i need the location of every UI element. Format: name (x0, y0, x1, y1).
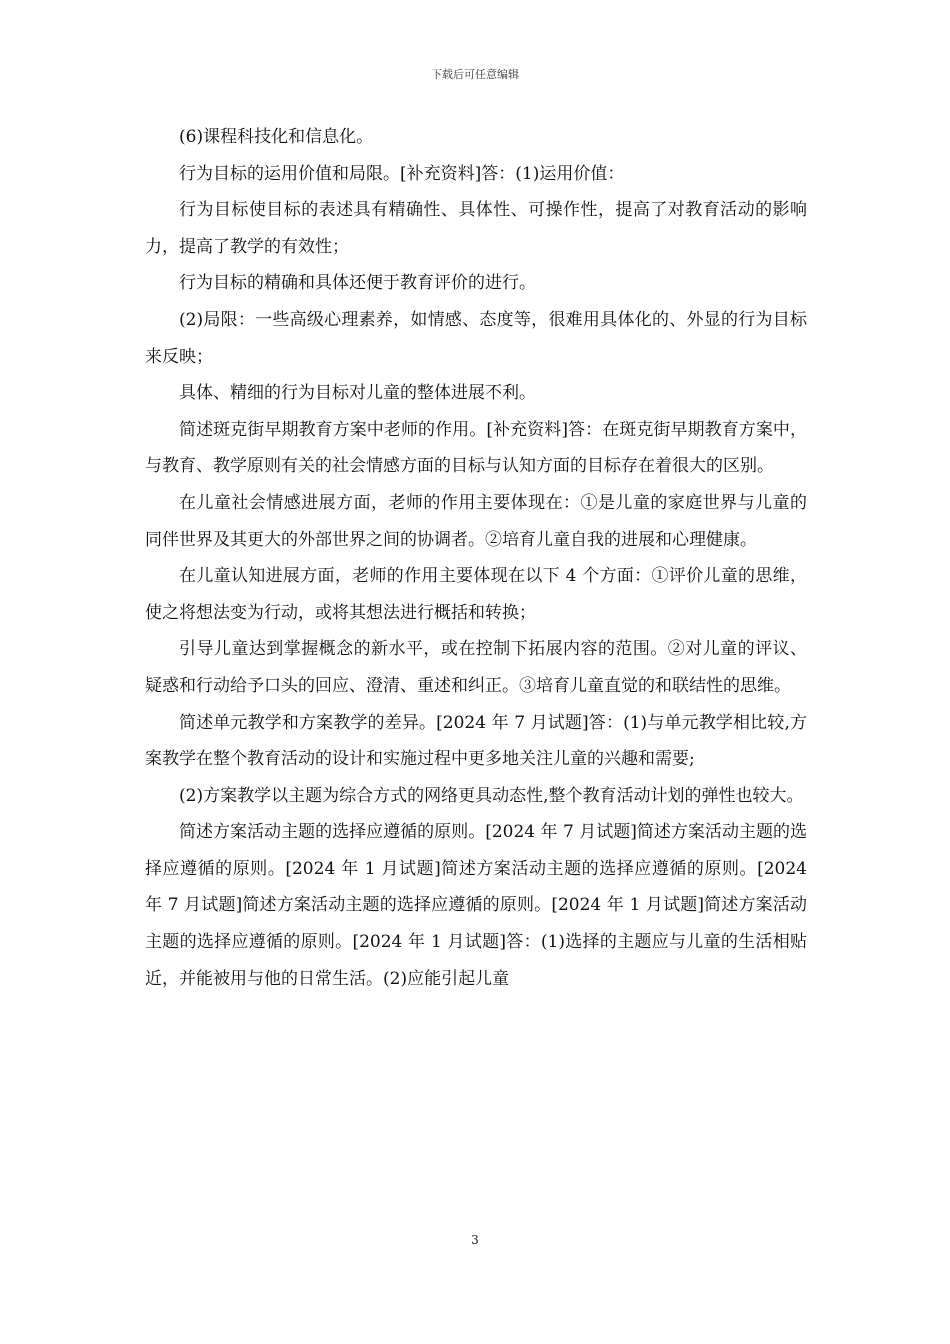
paragraph: 简述斑克街早期教育方案中老师的作用。[补充资料]答：在斑克街早期教育方案中，与教育、教学原则有关的社会情感方面的目标与认知方面的目标存在着很大的区别。 (145, 419, 807, 477)
paragraph: (2)方案教学以主题为综合方式的网络更具动态性,整个教育活动计划的弹性也较大。 (179, 785, 804, 806)
paragraph: 行为目标使目标的表述具有精确性、具体性、可操作性，提高了对教育活动的影响力，提高了教学的有效性； (145, 200, 807, 257)
paragraph: (2)局限：一些高级心理素养，如情感、态度等，很难用具体化的、外显的行为目标来反映； (145, 309, 807, 367)
page-number: 3 (471, 1233, 479, 1247)
paragraph: 在儿童认知进展方面，老师的作用主要体现在以下 4 个方面：①评价儿童的思维，使之将想法变为行动，或将其想法进行概括和转换； (145, 566, 807, 623)
paragraph: 行为目标的运用价值和局限。[补充资料]答：(1)运用价值： (179, 163, 625, 184)
paragraph: 在儿童社会情感进展方面，老师的作用主要体现在：①是儿童的家庭世界与儿童的同伴世界及其更大的外部世界之间的协调者。②培育儿童自我的进展和心理健康。 (145, 492, 807, 550)
paragraph: 具体、精细的行为目标对儿童的整体进展不利。 (179, 383, 536, 404)
paragraph: 引导儿童达到掌握概念的新水平，或在控制下拓展内容的范围。②对儿童的评议、疑惑和行动给予口头的回应、澄清、重述和纠正。③培育儿童直觉的和联结性的思维。 (145, 639, 807, 696)
document-body (145, 119, 807, 997)
paragraph: (6)课程科技化和信息化。 (179, 127, 374, 147)
paragraph: 行为目标的精确和具体还便于教育评价的进行。 (179, 273, 536, 294)
paragraph: 简述单元教学和方案教学的差异。[2024 年 7 月试题]答：(1)与单元教学相比较,方案教学在整个教育活动的设计和实施过程中更多地关注儿童的兴趣和需要; (145, 712, 807, 770)
page-header: 下载后可任意编辑 (431, 68, 519, 81)
paragraph: 简述方案活动主题的选择应遵循的原则。[2024 年 7 月试题]简述方案活动主题的选择应遵循的原则。[2024 年 1 月试题]简述方案活动主题的选择应遵循的原则。[2024 年 7 月试题]简述方案活动主题的选择应遵循的原则。[2024 年 1 月试题]简述方案活动主题的选择应遵循的原则。[2024 年 1 月试题]答：(1)选择的主题应与儿童的生活相贴近，并能被用与他的日常生活。(2)应能引起儿童 (145, 822, 807, 989)
